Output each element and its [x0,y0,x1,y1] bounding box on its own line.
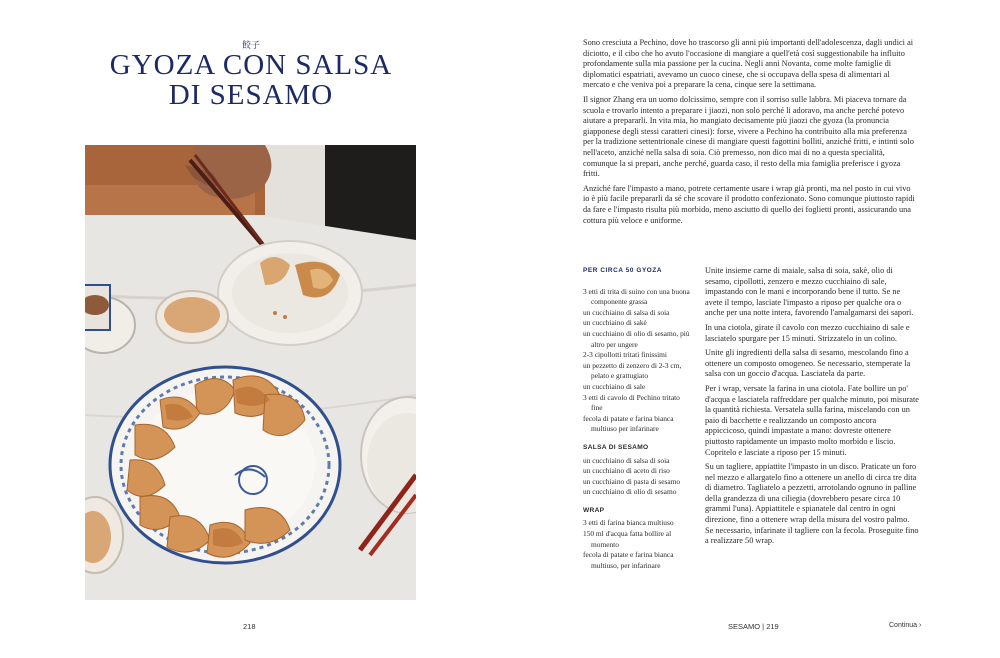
gyoza-photo-illustration [85,145,416,600]
chinese-title: 餃子 [242,41,261,51]
method-paragraph: In una ciotola, girate il cavolo con mezzo cucchiaino di sale e lasciatelo spurgare per 15 minuti. Strizzatelo in un colino. [705,322,910,343]
recipe-title-line-1: GYOZA CON SALSA [109,49,393,81]
page-footer-label: SESAMO | 219 [728,622,779,631]
method-paragraph: Unite insieme carne di maiale, salsa di soia, sakè, olio di sesamo, cipollotti, zenzero e mezzo cucchiaino di sale, impastando con le mani e incorporando bene il tutto. Se ne avete il tempo, lasciate l'impasto a riposo per qualche ora o anche per una notte intera, favorendo l'amalgamarsi dei sapori. [705,266,914,318]
wrap-ingredient-item: 150 ml d'acqua fatta bollire al momento [583,529,672,549]
sauce-ingredient-item: un cucchiaino di olio di sesamo [583,487,677,497]
wrap-ingredient-item: 3 etti di farina bianca multiuso [583,518,674,528]
recipe-title-line-2: DI SESAMO [168,79,334,111]
ingredient-item: un cucchiaino di olio di sesamo, più altro per ungere [583,328,690,349]
ingredient-item: un cucchiaino di sakè [583,318,647,328]
recipe-title [92,50,410,110]
continue-label: Continua › [889,622,922,629]
sauce-heading: SALSA DI SESAMO [583,443,649,451]
right-page [500,0,1000,658]
gyoza-photo [85,145,416,600]
method-text [705,266,919,551]
wrap-heading: WRAP [583,506,605,514]
ingredient-item: 3 etti di trita di suino con una buona componente grassa [583,286,690,307]
ingredient-item: un pezzetto di zenzero di 2-3 cm, pelato e grattugiato [583,360,682,381]
ingredient-item: 2-3 cipollotti tritati finissimi [583,350,667,360]
wrap-ingredient-item: fecola di patate e farina bianca multiuso, per infarinare [583,550,674,570]
ingredients-list [583,266,693,571]
sauce-ingredient-item: un cucchiaino di salsa di soia [583,455,670,465]
ingredient-item: un cucchiaino di salsa di soia [583,307,670,317]
ingredient-item: 3 etti di cavolo di Pechino tritato fine [583,392,680,413]
intro-paragraph: Anziché fare l'impasto a mano, potrete certamente usare i wrap già pronti, ma nel posto in cui vivo io è più facile prepararli da sé che scovare il prodotto confezionato. Sono comunque piuttosto rapidi da fare e l'impasto risulta più morbido, meno asciutto di quello dei foglietti pronti, assicurando una cottura più veloce e uniforme. [583,183,915,225]
intro-text [583,38,917,230]
sauce-ingredient-item: un cucchiaino di pasta di sesamo [583,476,681,486]
method-paragraph: Per i wrap, versate la farina in una ciotola. Fate bollire un po' d'acqua e lasciatela raffreddare per qualche minuto, poi misurate la quantità richiesta. Versatela sulla farina, miscelando con un paio di bacchette e realizzando un composto ancora appiccicoso, quindi impastate a mano: dovreste ottenere piuttosto rapidamente un impasto molto morbido e liscio. Copritelo e lasciate a riposo per 15 minuti. [705,383,919,457]
page-number-left: 218 [243,622,256,631]
intro-paragraph: Il signor Zhang era un uomo dolcissimo, sempre con il sorriso sulle labbra. Mi piaceva tornare da scuola e trovarlo intento a preparare i jiaozi, non solo perché li adoravo, ma anche perché potevo aiutare a prepararli. In vita mia, ho mangiato decisamente più jiaozi che gyoza (la pronuncia giapponese degli stessi caratteri cinesi): forse, vivere a Pechino ha contribuito alla mia preferenza per la tradizione settentrionale cinese di mangiare questi fagottini bolliti, anziché fritti, e intinti solo nell'aceto, anziché nella salsa di soia. Ciò premesso, non dico mai di no a questa specialità, comunque la si prepari, anche perché, guarda caso, il resto della mia famiglia preferisce i gyoza fritti. [583,94,914,179]
ingredient-item: un cucchiaino di sale [583,381,646,391]
method-paragraph: Unite gli ingredienti della salsa di sesamo, mescolando fino a ottenere un composto omogeneo. Se necessario, stemperate la salsa con un goccio d'acqua. Lasciatela da parte. [705,348,911,379]
ingredients-heading: PER CIRCA 50 GYOZA [583,267,663,274]
intro-paragraph: Sono cresciuta a Pechino, dove ho trascorso gli anni più importanti dell'adolescenza, dagli undici ai diciotto, e il cibo che ho avuto l'occasione di mangiare a quell'età così suggestionabile ha influito profondamente sulla mia passione per la cucina. Negli anni Novanta, come molte famiglie di diplomatici espatriati, avevamo un cuoco cinese, che si occupava della spesa di alimentari al mercato e che veniva poi a preparare la cena, cinque sere la settimana. [583,38,914,90]
sauce-ingredient-item: un cucchiaino di aceto di riso [583,466,670,476]
ingredient-item: fecola di patate e farina bianca multiuso per infarinare [583,413,674,434]
method-paragraph: Su un tagliere, appiattite l'impasto in un disco. Praticate un foro nel mezzo e allargatelo fino a ottenere un anello di circa tre dita di diametro. Tagliatelo a pezzetti, arrotolando ognuno in palline della grandezza di una ciliegia (dovrebbero pesare circa 10 grammi l'una). Appiattitele e spianatele dal centro in ogni direzione, fino a ottenere wrap della misura del vostro palmo. Se necessario, infarinate il tagliere con la fecola. Proseguite fino a realizzare 50 wrap. [705,462,919,546]
